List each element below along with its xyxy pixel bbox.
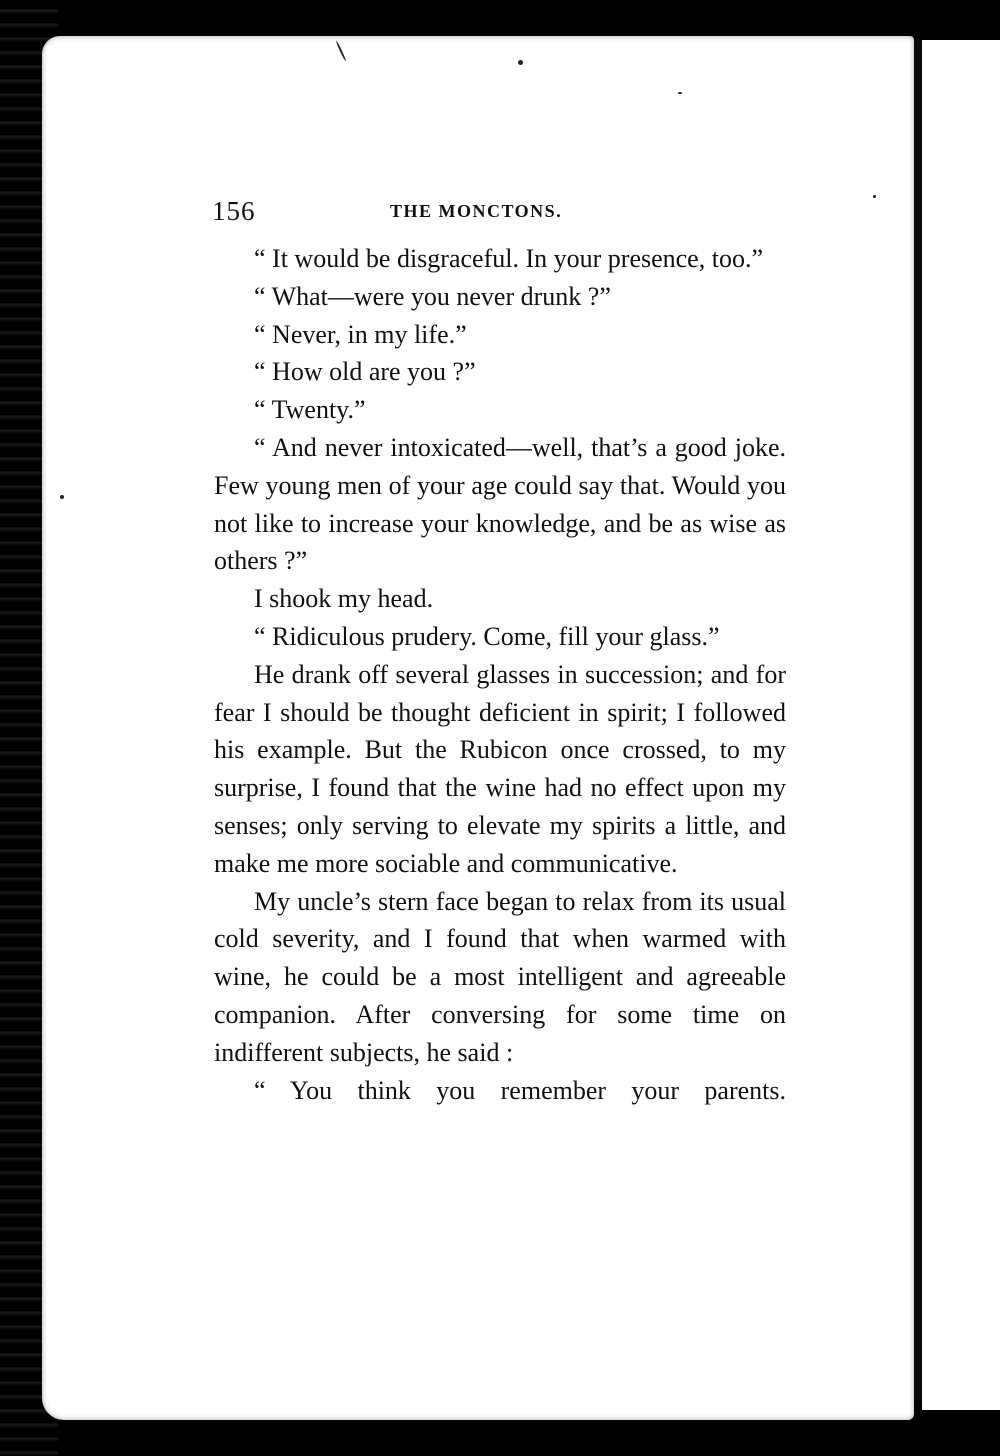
paragraph: “ How old are you ?” [254, 357, 476, 387]
page-edge-right [914, 40, 922, 1400]
paragraph: “ Ridiculous prudery. Come, fill your glass.” [254, 621, 720, 651]
paragraph: I shook my head. [254, 584, 434, 614]
scan-speck [518, 60, 523, 65]
paragraph: My uncle’s stern face began to relax from its usual cold severity, and I found that when warmed with wine, he could be a most intelligent and agreeable companion. After conversing for some time on indifferent subjects, he said : [214, 886, 786, 1067]
scan-speck [873, 195, 876, 198]
page-number: 156 [212, 196, 256, 226]
paragraph: He drank off several glasses in succession; and for fear I should be thought deficient in spirit; I followed his example. But the Rubicon once crossed, to my surprise, I found that the wine had no effect upon my senses; only serving to elevate my spirits a little, and make me more sociable and communicative. [214, 659, 786, 878]
paragraph: “ Twenty.” [254, 395, 366, 425]
page-content [200, 196, 790, 1109]
paragraph: “ You think you remember your parents. [254, 1075, 786, 1105]
scan-speck [60, 495, 64, 499]
body-text [200, 240, 790, 1109]
paragraph: “ And never intoxicated—well, that’s a good joke. Few young men of your age could say that. Would you not like to increase your knowledge, and be as wise as others ?” [214, 432, 786, 576]
running-title: THE MONCTONS. [390, 201, 563, 221]
paragraph: “ What—were you never drunk ?” [254, 281, 611, 311]
running-head [200, 196, 790, 240]
scan-speck [678, 92, 682, 94]
next-page-strip [922, 40, 1000, 1410]
paragraph: “ It would be disgraceful. In your presence, too.” [254, 244, 763, 273]
paragraph: “ Never, in my life.” [254, 319, 467, 349]
